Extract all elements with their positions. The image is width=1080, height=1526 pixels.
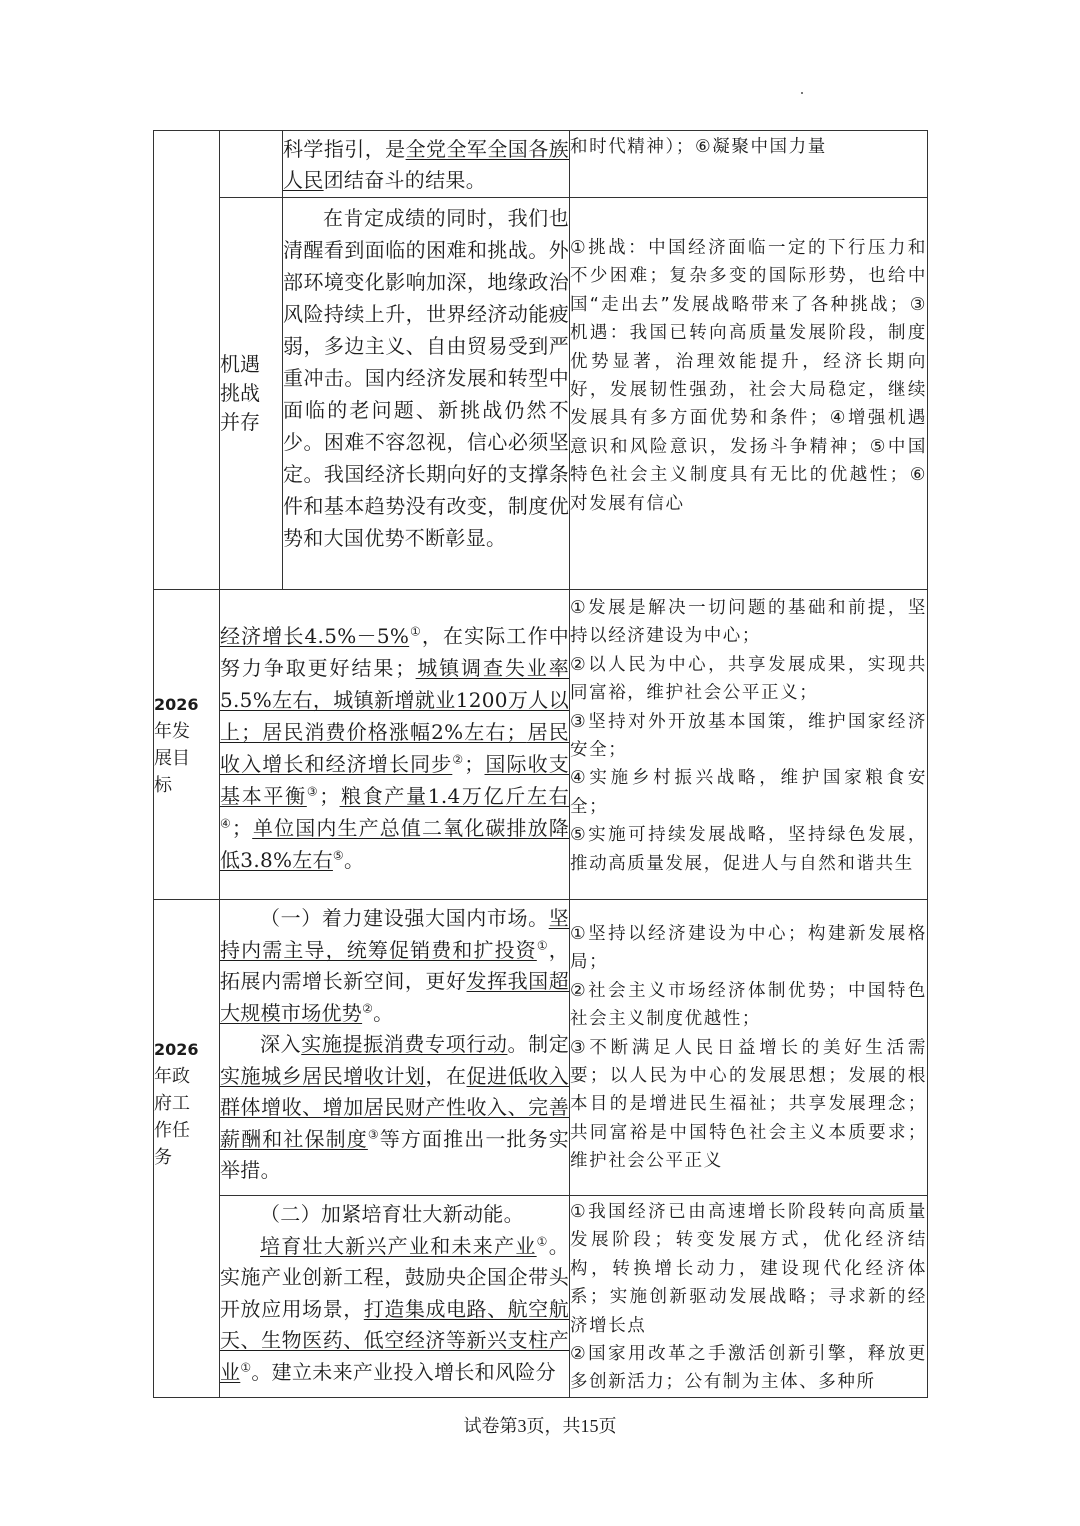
key-phrase: 单位国内生产总值二氧化碳排放降低3.8%左右 — [220, 816, 570, 872]
text: 。建立未来产业投入增长和风险分 — [251, 1359, 556, 1384]
table-row — [154, 131, 928, 198]
label-year: 2026 — [154, 694, 199, 714]
analysis-point: ②社会主义市场经济体制优势；中国特色社会主义制度优越性； — [570, 980, 927, 1030]
text: 。制定 — [507, 1032, 569, 1056]
sublabel-cell — [220, 198, 283, 590]
footnote-mark: ① — [409, 624, 422, 639]
footnote-mark: ① — [240, 1359, 252, 1374]
footnote-mark: ⑤ — [332, 848, 344, 863]
analysis-point: ③不断满足人民日益增长的美好生活需要；以人民为中心的发展思想；发展的根本目的是增进民生福祉；共享发展理念；共同富裕是中国特色社会主义本质要求；维护社会公平正义 — [570, 1037, 927, 1172]
analysis-cell — [570, 590, 928, 900]
key-phrase: 实施提振消费专项行动 — [301, 1032, 508, 1056]
analysis-point: ②国家用改革之手激活创新引擎，释放更多创新活力；公有制为主体、多种所 — [570, 1344, 927, 1393]
text: ； — [464, 752, 485, 776]
key-phrase: 城镇调查失业率5.5%左右，城镇新增就业1200万人以上；居民消费价格涨幅2%左右； — [220, 656, 569, 744]
text: ，在实际工作中努力争取更好结果； — [220, 624, 569, 680]
page-footer: 试卷第3页，共15页 — [463, 1416, 617, 1436]
key-phrase: 坚持内需主导，统筹促销费和扩投资 — [220, 906, 569, 962]
footnote-mark: ③ — [367, 1126, 380, 1141]
table-row — [154, 900, 928, 1196]
content-cell — [220, 590, 570, 900]
analysis-point: ①坚持以经济建设为中心；构建新发展格局； — [570, 924, 927, 973]
key-phrase: 粮食产量1.4万亿斤左右 — [339, 784, 570, 808]
text: 科学指引，是 — [283, 137, 406, 161]
label-text: 年政府工作任务 — [154, 1065, 190, 1168]
footnote-mark: ② — [452, 752, 465, 767]
analysis-point: ①发展是解决一切问题的基础和前提，坚持以经济建设为中心； — [570, 598, 927, 647]
key-phrase: 促进低收入群体增收、增加居民财产性收入、完善薪酬和社保制度 — [220, 1063, 570, 1151]
text: ，在 — [425, 1063, 467, 1088]
footnote-mark: ④ — [220, 816, 232, 831]
analysis-point: ②以人民为中心，共享发展成果，实现共同富裕，维护社会公平正义； — [570, 654, 927, 704]
text: 等方面推出一批务实举措。 — [220, 1126, 569, 1182]
analysis-cell — [570, 198, 928, 590]
table-row — [154, 198, 928, 590]
text: （一）着力建设强大国内市场。 — [260, 906, 549, 930]
table-row — [154, 590, 928, 900]
footnote-mark: ③ — [306, 784, 320, 799]
label-year: 2026 — [154, 1039, 199, 1059]
text: ； — [231, 816, 253, 840]
scan-speck — [801, 92, 803, 94]
analysis-cell — [570, 131, 928, 198]
content-cell — [283, 131, 570, 198]
label-cell — [154, 590, 220, 900]
analysis-point: ④实施乡村振兴战略，维护国家粮食安全； — [570, 768, 927, 817]
label-cell — [154, 900, 220, 1398]
key-phrase: 发挥我国超大规模市场优势 — [220, 969, 570, 1025]
footnote-mark: ① — [536, 937, 549, 952]
paragraph: 在肯定成绩的同时，我们也清醒看到面临的困难和挑战。外部环境变化影响加深，地缘政治风险持续上升，世界经济动能疲弱，多边主义、自由贸易受到严重冲击。国内经济发展和转型中面临的老问题、新挑战仍然不少。困难不容忽视，信心必须坚定。我国经济长期向好的支撑条件和基本趋势没有改变，制度优势和大国优势不断彰显。 — [283, 206, 569, 550]
key-phrase: 培育壮大新兴产业和未来产业 — [260, 1233, 537, 1258]
content-table — [153, 130, 928, 1398]
sublabel-cell-empty — [220, 131, 283, 198]
paragraph — [220, 1029, 569, 1187]
text: 。 — [343, 848, 365, 872]
analysis-text: ①挑战：中国经济面临一定的下行压力和不少困难；复杂多变的国际形势，也给中国“走出去”发展战略带来了各种挑战；③机遇：我国已转向高质量发展阶段，制度优势显著，治理效能提升，经济长期向好，发展韧性强劲，社会大局稳定，继续发展具有多方面优势和条件；④增强机遇意识和风险意识，发扬斗争精神；⑤中国特色社会主义制度具有无比的优越性；⑥对发展有信心 — [570, 238, 927, 514]
text: 团结奋斗的结果。 — [323, 168, 487, 192]
analysis-cell — [570, 1196, 928, 1398]
text: ，拓展内需增长新空间，更好 — [220, 937, 570, 993]
footnote-mark: ② — [362, 1000, 374, 1015]
analysis-point: ①我国经济已由高速增长阶段转向高质量发展阶段；转变发展方式，优化经济结构，转换增长动力，建设现代化经济体系；实施创新驱动发展战略；寻求新的经济增长点 — [570, 1202, 927, 1336]
key-phrase: 实施城乡居民增收计划 — [220, 1063, 426, 1088]
footnote-mark: ① — [536, 1233, 549, 1248]
text: ； — [319, 784, 340, 808]
paragraph — [220, 1231, 569, 1389]
text: 深入 — [260, 1032, 302, 1056]
key-phrase: 经济增长4.5%－5% — [220, 624, 410, 648]
analysis-point: ③坚持对外开放基本国策，维护国家经济安全； — [570, 711, 927, 761]
content-cell — [283, 198, 570, 590]
analysis-cell — [570, 900, 928, 1196]
content-cell — [220, 1196, 570, 1398]
analysis-text: 和时代精神）；⑥凝聚中国力量 — [570, 137, 827, 157]
paragraph — [220, 903, 569, 1029]
text: （二）加紧培育壮大新动能。 — [260, 1202, 524, 1226]
table-row — [154, 1196, 928, 1398]
analysis-point: ⑤实施可持续发展战略，坚持绿色发展，推动高质量发展，促进人与自然和谐共生 — [570, 825, 927, 874]
content-cell — [220, 900, 570, 1196]
key-phrase: 国际收支基本平衡 — [220, 752, 569, 808]
text: 。 — [373, 1000, 394, 1025]
label-text: 年发展目标 — [154, 720, 190, 796]
sublabel: 机遇挑战并存 — [220, 352, 260, 434]
text: 。实施产业创新工程，鼓励央企国企带头开放应用场景， — [220, 1233, 569, 1321]
key-phrase: 居民收入增长和经济增长同步 — [220, 720, 569, 776]
label-cell-empty — [154, 131, 220, 590]
key-phrase: 全党全军全国各族人民 — [283, 137, 569, 192]
key-phrase: 打造集成电路、航空航天、生物医药、低空经济等新兴支柱产业 — [220, 1296, 570, 1384]
